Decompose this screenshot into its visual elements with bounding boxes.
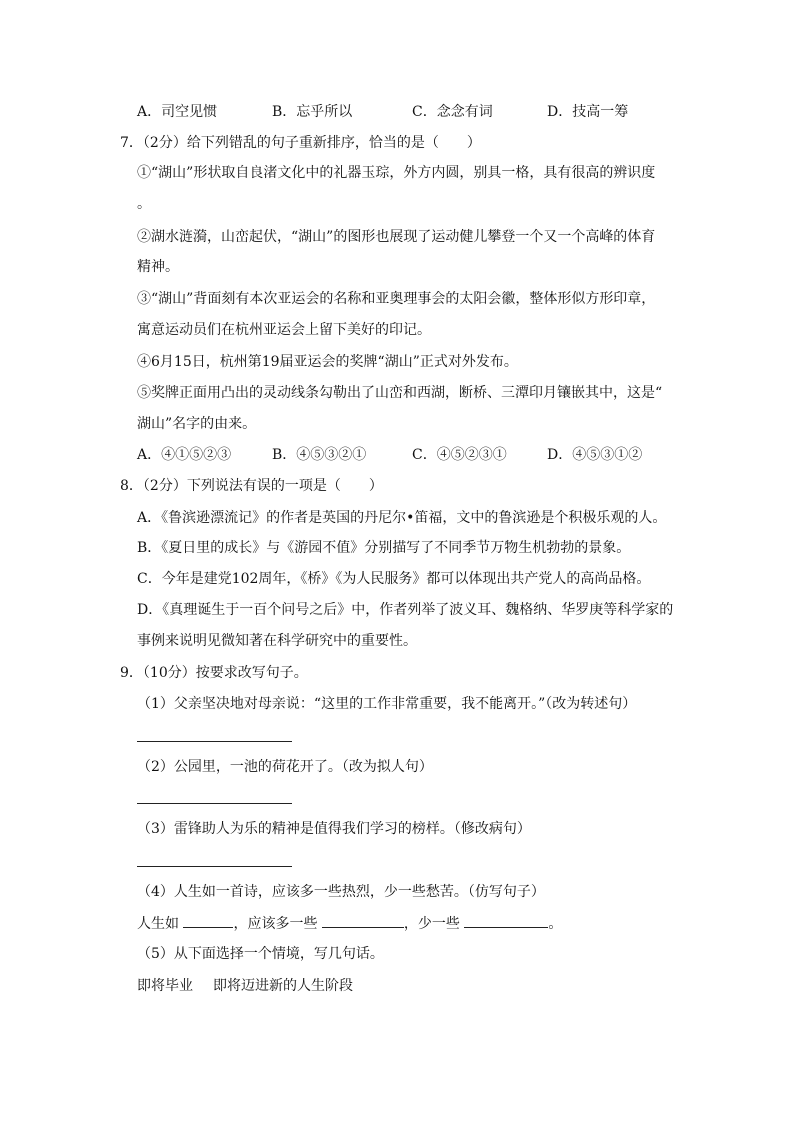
q8-option-a[interactable]: A．《鲁滨逊漂流记》的作者是英国的丹尼尔•笛福，文中的鲁滨逊是个积极乐观的人。 (137, 510, 667, 526)
q8-option-c[interactable]: C．今年是建党102周年，《桥》《为人民服务》都可以体现出共产党人的高尚品格。 (137, 571, 651, 587)
q9-sub4-blank-2[interactable] (322, 913, 404, 928)
q9-sub2-answer-line[interactable] (137, 803, 292, 804)
q7-sentence-1: ①“湖山”形状取自良渚文化中的礼器玉琮，外方内圆，别具一格，具有很高的辨识度 (137, 165, 656, 181)
q7-option-b[interactable]: B．④⑤③②① (272, 447, 367, 463)
q9-sub4-prompt: （4）人生如一首诗，应该多一些热烈，少一些愁苦。（仿写句子） (137, 884, 545, 900)
q8-option-b[interactable]: B．《夏日里的成长》与《游园不值》分别描写了不同季节万物生机勃勃的景象。 (137, 540, 631, 556)
q9-sub5-scenarios (137, 976, 353, 996)
q9-sub1-answer-line[interactable] (137, 741, 292, 742)
scenario-graduation: 即将毕业 (137, 978, 193, 994)
q7-sentence-2: ②湖水涟漪，山峦起伏，“湖山”的图形也展现了运动健儿攀登一个又一个高峰的体育 (137, 229, 656, 245)
q9-stem: 9．（10分）按要求改写句子。 (120, 665, 308, 681)
q7-sentence-4: ④6月15日，杭州第19届亚运会的奖牌“湖山”正式对外发布。 (137, 354, 518, 370)
q9-sub5-prompt: （5）从下面选择一个情境，写几句话。 (137, 946, 384, 962)
q7-option-d[interactable]: D．④⑤③①② (547, 447, 643, 463)
q7-sentence-1-cont: 。 (137, 196, 151, 212)
q7-sentence-5-cont: 湖山”名字的由来。 (137, 416, 257, 432)
q9-sub3-prompt: （3）雷锋助人为乐的精神是值得我们学习的榜样。（修改病句） (137, 821, 531, 837)
q9-sub3-answer-line[interactable] (137, 866, 292, 867)
scenario-new-stage: 即将迈进新的人生阶段 (213, 978, 353, 994)
q8-option-d[interactable]: D．《真理诞生于一百个问号之后》中，作者列举了波义耳、魏格纳、华罗庚等科学家的 (137, 602, 674, 618)
q7-stem: 7．（2分）给下列错乱的句子重新排序，恰当的是（ ） (120, 135, 481, 151)
q6-option-b[interactable]: B．忘乎所以 (272, 104, 353, 120)
q6-option-c[interactable]: C．念念有词 (412, 104, 493, 120)
q9-sub2-prompt: （2）公园里，一池的荷花开了。（改为拟人句） (137, 759, 433, 775)
q7-option-a[interactable]: A．④①⑤②③ (137, 447, 232, 463)
q9-sub1-prompt: （1）父亲坚决地对母亲说：“这里的工作非常重要，我不能离开。”（改为转述句） (137, 696, 637, 712)
q8-option-d-cont: 事例来说明见微知著在科学研究中的重要性。 (137, 633, 417, 649)
q8-stem: 8．（2分）下列说法有误的一项是（ ） (120, 478, 383, 494)
q6-option-a[interactable]: A．司空见惯 (137, 104, 218, 120)
q7-sentence-3-cont: 寓意运动员们在杭州亚运会上留下美好的印记。 (137, 322, 431, 338)
q6-option-d[interactable]: D．技高一筹 (547, 104, 629, 120)
q7-sentence-2-cont: 精神。 (137, 259, 179, 275)
q7-sentence-3: ③“湖山”背面刻有本次亚运会的名称和亚奥理事会的太阳会徽，整体形似方形印章， (137, 291, 656, 307)
q7-option-c[interactable]: C．④⑤②③① (412, 447, 507, 463)
q9-sub4-blank-1[interactable] (183, 913, 233, 928)
q9-sub4-blank-3[interactable] (464, 913, 548, 928)
q9-sub4-fill-line: 人生如 ，应该多一些 ，少一些 。 (137, 913, 562, 934)
q7-sentence-5: ⑤奖牌正面用凸出的灵动线条勾勒出了山峦和西湖，断桥、三潭印月镶嵌其中，这是“ (137, 385, 663, 401)
